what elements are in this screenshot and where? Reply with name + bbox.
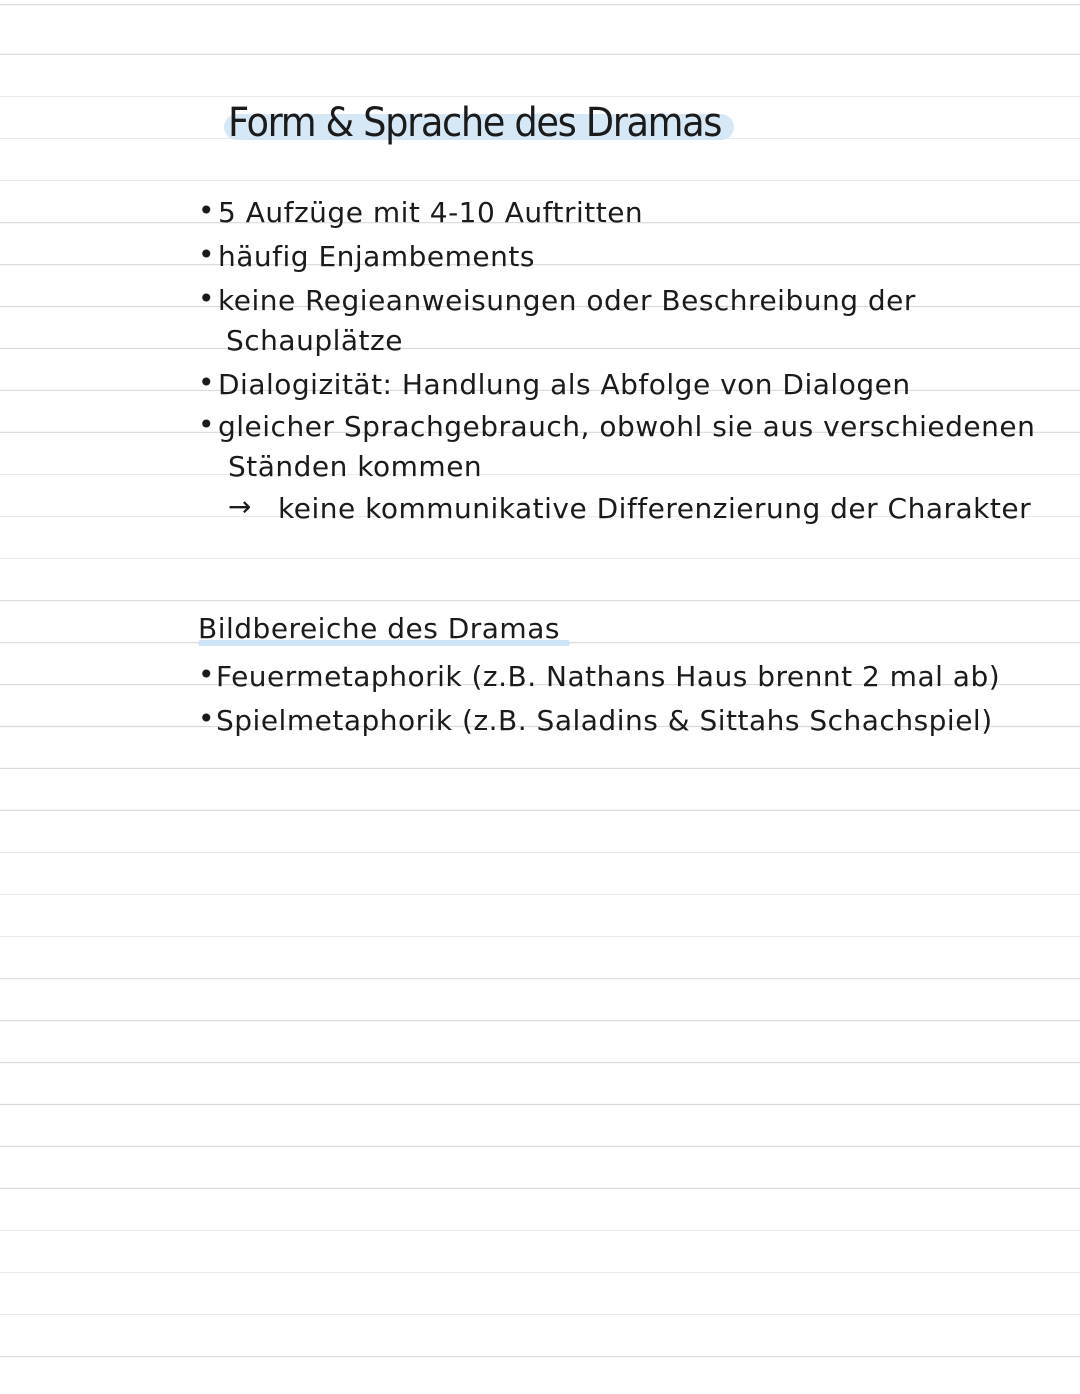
section-heading-block bbox=[198, 612, 560, 645]
arrow-right-icon: → bbox=[228, 490, 252, 523]
list-item: häufig Enjambements bbox=[218, 240, 535, 273]
list-item: 5 Aufzüge mit 4-10 Auftritten bbox=[218, 196, 644, 229]
bullet-dot: • bbox=[198, 658, 215, 691]
bullet-dot: • bbox=[198, 238, 215, 271]
bullet-dot: • bbox=[198, 366, 215, 399]
list-item: Spielmetaphorik (z.B. Saladins & Sittahs Schachspiel) bbox=[216, 704, 993, 737]
list-item-continuation: Schauplätze bbox=[226, 324, 403, 357]
page-title-block bbox=[228, 92, 764, 154]
list-item: Dialogizität: Handlung als Abfolge von Dialogen bbox=[218, 368, 911, 401]
list-item: gleicher Sprachgebrauch, obwohl sie aus verschiedenen bbox=[218, 410, 1036, 443]
bullet-dot: • bbox=[198, 282, 215, 315]
list-item: Feuermetaphorik (z.B. Nathans Haus brennt 2 mal ab) bbox=[216, 660, 1001, 693]
bullet-dot: • bbox=[198, 702, 215, 735]
page-title: Form & Sprache des Dramas bbox=[228, 100, 722, 146]
conclusion-text: keine kommunikative Differenzierung der Charakter bbox=[278, 492, 1032, 525]
list-item: keine Regieanweisungen oder Beschreibung der bbox=[218, 284, 916, 317]
bullet-dot: • bbox=[198, 408, 215, 441]
list-item-continuation: Ständen kommen bbox=[228, 450, 483, 483]
section-heading: Bildbereiche des Dramas bbox=[198, 612, 560, 645]
bullet-dot: • bbox=[198, 194, 215, 227]
